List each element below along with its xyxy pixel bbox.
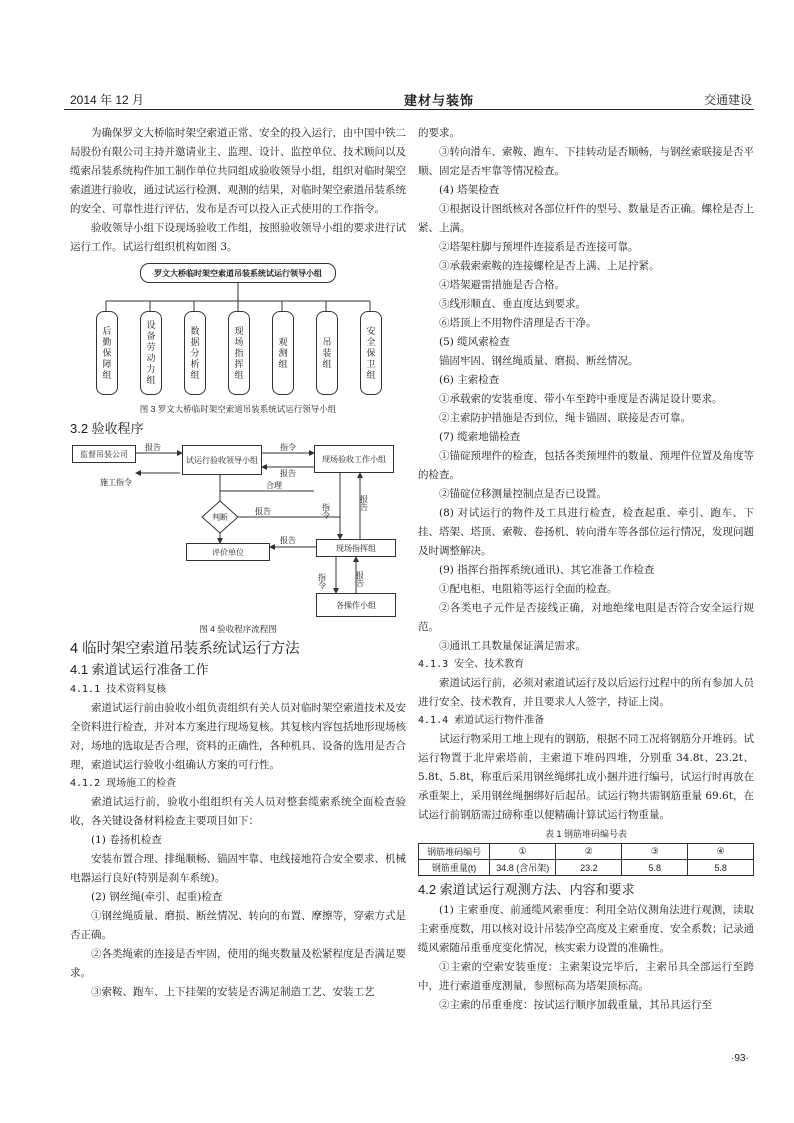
- org-top-box: 罗文大桥临时架空索道吊装系统试运行领导小组: [140, 263, 336, 283]
- paragraph: ①承载索的安装垂度、带小车至跨中垂度是否满足设计要求。: [439, 393, 723, 405]
- journal-title: 建材与装饰: [404, 93, 475, 108]
- paragraph: ③承载索索鞍的连接螺栓是否上满、上足拧紧。: [439, 260, 660, 272]
- paragraph: 的要求。: [418, 127, 460, 139]
- org-group: 安全保卫组: [360, 311, 382, 395]
- paragraph: ②塔架柱脚与预埋件连接系是否连接可靠。: [439, 241, 639, 253]
- list-item: (9) 指挥台指挥系统(通讯)、其它准备工作检查: [439, 564, 655, 576]
- paragraph: ①钢丝绳质量、磨损、断丝情况、转向的布置、摩擦等，穿索方式是否正确。: [70, 910, 406, 941]
- table-cell: 23.2: [556, 860, 622, 876]
- table-row: [419, 844, 754, 860]
- org-group: 现场指挥组: [228, 311, 250, 395]
- table-caption: 表 1 钢筋堆码编号表: [544, 829, 627, 839]
- paragraph: 索道试运行前，验收小组组织有关人员对整套缆索系统全面检查验收，各关键设备材料检查主要项目如下：: [70, 796, 406, 827]
- page-header: [64, 89, 754, 110]
- flow-label: 报告: [355, 571, 365, 587]
- paragraph: ②主索防护措施是否到位，绳卡锚固、联接是否可靠。: [439, 412, 691, 424]
- list-item: (6) 主索检查: [439, 374, 500, 386]
- flow-decision: 判断: [212, 512, 228, 522]
- paragraph: 锚固牢固、钢丝绳质量、磨损、断丝情况。: [439, 355, 639, 367]
- paragraph: ③转向滑车、索鞍、跑车、下挂转动是否顺畅，与钢丝索联接是否平顺、固定是否牢靠等情况检查。: [418, 146, 754, 177]
- org-group: 吊装组: [316, 311, 338, 395]
- flow-node: 各操作小组: [316, 593, 396, 617]
- flow-label: 报告: [280, 536, 296, 545]
- flow-label: 报告: [280, 469, 296, 478]
- paragraph: ①锚碇预埋件的检查，包括各类预埋件的数量、预埋件位置及角度等的检查。: [418, 450, 754, 481]
- table-row: [419, 860, 754, 876]
- flow-label: 合理: [266, 481, 282, 490]
- subsection-heading: 4.1.4 索道试运行物件准备: [418, 715, 545, 726]
- header-date: 2014 年 12 月: [70, 93, 145, 107]
- subsection-heading: 4.1.2 现场施工的检查: [70, 778, 177, 789]
- org-group: 设备劳动力组: [140, 311, 162, 395]
- org-group: 后勤保障组: [96, 311, 118, 395]
- flow-node: 评价单位: [186, 543, 270, 561]
- table-cell: 5.8: [622, 860, 688, 876]
- paragraph: ④塔架避雷措施是否合格。: [439, 279, 565, 291]
- list-item: (7) 缆索地锚检查: [439, 431, 521, 443]
- flow-node: 试运行验收领导小组: [182, 445, 262, 475]
- table-cell: ②: [556, 844, 622, 860]
- flow-node: 现场指挥组: [316, 539, 396, 557]
- flow-label: 指令: [317, 573, 327, 589]
- flow-label: 报告: [255, 507, 271, 516]
- flow-label: 指令: [280, 443, 296, 452]
- paragraph: 安装布置合理、排绳顺畅、锚固牢靠、电线接地符合安全要求、机械电器运行良好(特别是刹车系统)。: [70, 853, 406, 884]
- table-cell: 5.8: [688, 860, 754, 876]
- flow-label: 报告: [359, 495, 369, 511]
- flow-label: 报告: [145, 443, 161, 452]
- section-heading: 4.1 索道试运行准备工作: [70, 662, 209, 677]
- paragraph: 验收领导小组下设现场验收工作组，按照验收领导小组的要求进行试运行工作。试运行组织机构如图 3。: [70, 222, 406, 253]
- page-number: ·93·: [731, 1053, 749, 1064]
- list-item: (1) 卷扬机检查: [91, 834, 162, 846]
- paragraph: ⑤线形顺直、垂直度达到要求。: [439, 298, 586, 310]
- paragraph: 索道试运行前由验收小组负责组织有关人员对临时架空索道技术及安全资料进行检查，并对本方案进行现场复核。其复核内容包括地形现场核对，场地的选取是否合理，资料的正确性，各种机具、设备的选用是否合理，索道试运行验收小组确认方案的可行性。: [70, 702, 406, 771]
- paragraph: 为确保罗文大桥临时架空索道正常、安全的投入运行，由中国中铁二局股份有限公司主持并邀请业主、监理、设计、监控单位、技术顾问以及缆索吊装系统构件加工制作单位共同组成验收领导小组，组织对临时架空索道进行验收，通过试运行检测、观测的结果，对临时架空索道吊装系统的安全、可靠性进行评估，发布是否可以投入正式使用的工作指令。: [70, 127, 406, 215]
- paragraph: ①根据设计图纸核对各部位杆件的型号、数量是否正确。螺栓是否上紧、上满。: [418, 203, 754, 234]
- figure-4-caption: 图 4 验收程序流程图: [199, 624, 277, 634]
- section-heading: 4 临时架空索道吊装系统试运行方法: [70, 641, 300, 657]
- table-cell: ③: [622, 844, 688, 860]
- table-cell: 34.8 (含吊架): [490, 860, 556, 876]
- flow-node: 监督吊装公司: [72, 445, 136, 463]
- paragraph: ③通讯工具数量保证满足需求。: [439, 640, 586, 652]
- table-cell: ④: [688, 844, 754, 860]
- subsection-heading: 4.1.1 技术资料复核: [70, 684, 167, 695]
- flow-node: 现场验收工作小组: [314, 445, 394, 473]
- paragraph: ⑥塔顶上不用物件清理是否干净。: [439, 317, 597, 329]
- flow-label: 指令: [321, 503, 331, 519]
- figure-3-org-chart: [70, 261, 406, 401]
- paragraph: ②各类绳索的连接是否牢固，使用的绳夹数量及松紧程度是否满足要求。: [70, 948, 406, 979]
- list-item: (4) 塔架检查: [439, 184, 500, 196]
- paragraph: 试运行物采用工地上现有的钢筋，根据不同工况将钢筋分开堆码。试运行物置于北岸索塔前，主索道下堆码四堆，分别重 34.8t、23.2t、5.8t、5.8t，称重后采用钢丝绳绑扎成小捆并进行编号，试运行时再放在承重架上，采用钢丝绳捆绑好后起吊。试运行物共需钢筋重量 69.6t，在试运行前钢筋需过磅称重以便精确计算试运行物重量。: [418, 733, 754, 821]
- flow-label: 施工指令: [100, 478, 132, 487]
- figure-3-caption: 图 3 罗文大桥临时架空索道吊装系统试运行领导小组: [139, 404, 337, 414]
- subsection-heading: 4.1.3 安全、技术教育: [418, 659, 525, 670]
- paragraph: (8) 对试运行的物件及工具进行检查，检查起重、牵引、跑车、下挂、塔架、塔顶、索鞍、卷扬机、转向滑车等各部位运行情况，发现问题及时调整解决。: [418, 507, 754, 557]
- org-group: 数据分析组: [184, 311, 206, 395]
- left-column: [70, 124, 406, 1002]
- list-item: (2) 钢丝绳(牵引、起重)检查: [91, 891, 223, 903]
- right-column: [418, 124, 754, 1015]
- paragraph: ①主索的空索安装垂度：主索架设完毕后，主索吊具全部运行至跨中，进行索道垂度测量，参照标高为塔架顶标高。: [418, 961, 754, 992]
- figure-4-flowchart: [70, 443, 406, 621]
- paragraph: ②锚碇位移测量控制点是否已设置。: [439, 488, 607, 500]
- paragraph: ①配电柜、电阻箱等运行全面的检查。: [439, 583, 618, 595]
- table-cell: 钢筋堆码编号: [419, 844, 490, 860]
- list-item: (5) 缆风索检查: [439, 336, 510, 348]
- section-heading: 4.2 索道试运行观测方法、内容和要求: [418, 882, 635, 897]
- paragraph: ③索鞍、跑车、上下挂架的安装是否满足制造工艺、安装工艺: [91, 986, 375, 998]
- paragraph: (1) 主索垂度、前通缆风索垂度：利用全站仪测角法进行观测，读取主索垂度数，用以核对设计吊装净空高度及主索垂度、安全系数；记录通缆风索随吊重垂度变化情况，核实索力设置的准确性。: [418, 904, 754, 954]
- paragraph: 索道试运行前，必须对索道试运行及以后运行过程中的所有参加人员进行安全、技术教育，并且要求人人签字，持证上岗。: [418, 677, 754, 708]
- table-cell: ①: [490, 844, 556, 860]
- paragraph: ②主索的吊重垂度：按试运行顺序加载重量，其吊具运行至: [439, 999, 712, 1011]
- org-group: 观测组: [272, 311, 294, 395]
- header-section: 交通建设: [703, 93, 752, 107]
- table-cell: 钢筋重量(t): [419, 860, 490, 876]
- paragraph: ②各类电子元件是否接线正确，对地绝缘电阻是否符合安全运行规范。: [418, 602, 754, 633]
- section-heading: 3.2 验收程序: [70, 421, 144, 436]
- rebar-table: [418, 843, 754, 876]
